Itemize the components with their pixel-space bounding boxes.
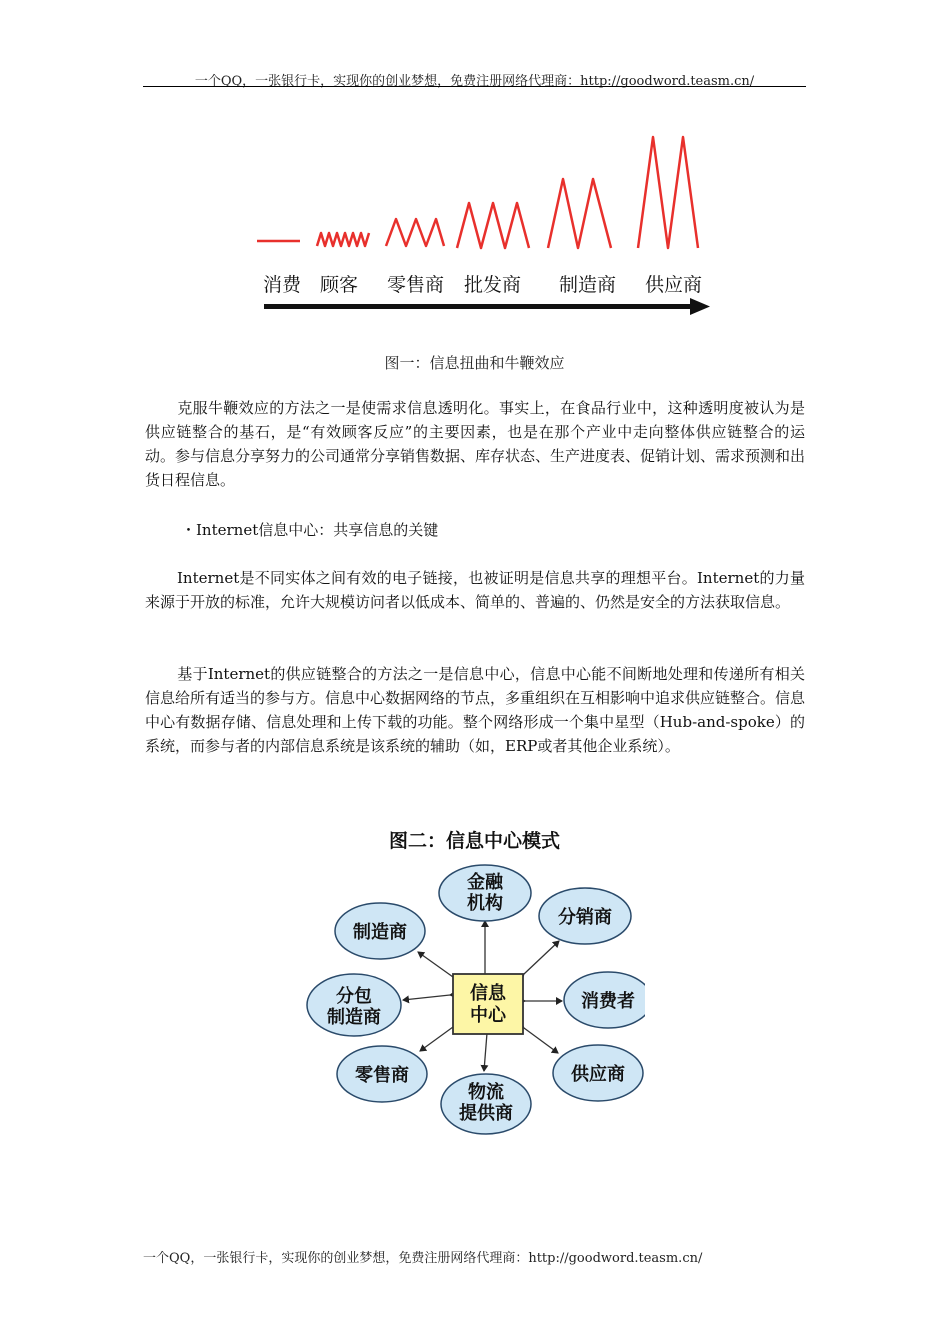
paragraph-1-text: 克服牛鞭效应的方法之一是使需求信息透明化。事实上，在食品行业中，这种透明度被认为是供应链整合的基石，是“有效顾客反应”的主要因素，也是在那个产业中走向整体供应链整合的运动。参与信息分享努力的公司通常分享销售数据、库存状态、生产进度表、促销计划、需求预测和出货日程信息。	[145, 399, 806, 489]
node-manufacturer-label: 制造商	[353, 922, 407, 943]
hub-line1: 信息	[470, 983, 506, 1004]
label-consumer: 消费	[263, 274, 302, 296]
node-finance-line1: 金融	[467, 872, 503, 893]
arrow-subcontractor	[403, 995, 450, 1000]
wave-supplier	[638, 137, 698, 248]
node-finance	[439, 865, 531, 921]
label-wholesaler: 批发商	[464, 274, 522, 296]
label-customer: 顾客	[320, 274, 359, 296]
arrow-retailer	[420, 1027, 453, 1051]
section-bullet: ・Internet信息中心：共享信息的关键	[181, 521, 439, 539]
figure1-caption: 图一：信息扭曲和牛鞭效应	[384, 354, 565, 372]
node-distributor-label: 分销商	[558, 907, 612, 928]
label-retailer: 零售商	[387, 274, 445, 296]
node-retailer-label: 零售商	[355, 1065, 409, 1086]
wave-customer	[317, 233, 369, 246]
figure2-title: 图二：信息中心模式	[388, 830, 560, 852]
paragraph-3-text: 基于Internet的供应链整合的方法之一是信息中心，信息中心能不间断地处理和传递所有相关信息给所有适当的参与方。信息中心数据网络的节点，多重组织在互相影响中追求供应链整合。信息中心有数据存储、信息处理和上传下载的功能。整个网络形成一个集中星型（Hub-and-spoke）的系统，而参与者的内部信息系统是该系统的辅助（如，ERP或者其他企业系统）。	[145, 665, 806, 755]
node-supplier-label: 供应商	[571, 1064, 625, 1085]
node-distributor	[539, 888, 631, 944]
paragraph-3	[145, 662, 805, 758]
direction-arrow	[264, 298, 710, 315]
node-consumer	[564, 972, 645, 1028]
node-manufacturer	[335, 903, 425, 959]
label-manufacturer: 制造商	[559, 274, 617, 296]
wave-wholesaler	[457, 203, 529, 248]
info-hub-diagram	[300, 855, 645, 1140]
node-logistics-line2: 提供商	[459, 1103, 513, 1124]
bullwhip-figure	[250, 120, 720, 320]
paragraph-2	[145, 566, 805, 614]
node-subcontractor-line2: 制造商	[327, 1007, 381, 1028]
hub-box	[453, 974, 523, 1034]
demand-waves	[257, 137, 698, 248]
paragraph-2-text: Internet是不同实体之间有效的电子链接，也被证明是信息共享的理想平台。Internet的力量来源于开放的标准，允许大规模访问者以低成本、简单的、普遍的、仍然是安全的方法获取信息。	[145, 569, 805, 611]
page-header: 一个QQ，一张银行卡，实现你的创业梦想，免费注册网络代理商：http://goodword.teasm.cn/	[194, 74, 755, 89]
node-consumer-label: 消费者	[581, 991, 635, 1012]
arrow-logistics	[484, 1033, 487, 1071]
arrow-distributor	[524, 941, 559, 974]
header-rule	[143, 86, 806, 87]
paragraph-1	[145, 396, 805, 492]
node-logistics-line1: 物流	[468, 1082, 504, 1103]
node-finance-line2: 机构	[467, 893, 503, 914]
page-footer: 一个QQ，一张银行卡，实现你的创业梦想，免费注册网络代理商：http://goodword.teasm.cn/	[143, 1251, 703, 1266]
node-logistics	[441, 1074, 531, 1134]
node-retailer	[337, 1046, 427, 1102]
node-subcontractor-line1: 分包	[336, 986, 372, 1007]
node-subcontractor	[307, 974, 401, 1036]
wave-retailer	[386, 219, 444, 246]
hub-line2: 中心	[470, 1005, 506, 1026]
wave-manufacturer	[548, 179, 611, 248]
arrow-supplier	[524, 1028, 558, 1053]
label-supplier: 供应商	[645, 274, 703, 296]
node-supplier	[553, 1045, 643, 1101]
arrow-manufacturer	[418, 952, 453, 977]
